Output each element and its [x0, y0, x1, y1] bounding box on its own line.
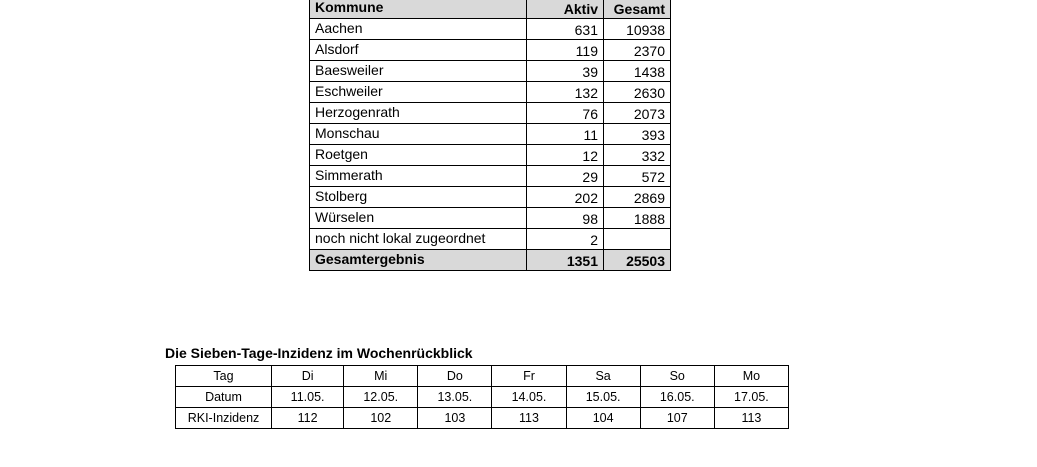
gesamt-cell: 1888 [604, 208, 671, 229]
incidence-cell: 103 [418, 408, 492, 429]
total-row [310, 250, 671, 271]
incidence-row [176, 366, 789, 387]
table-header-row [310, 0, 671, 19]
column-header: Gesamt [604, 0, 671, 19]
incidence-cell: Sa [566, 366, 640, 387]
kommune-cell: Aachen [310, 19, 527, 40]
table-row [310, 40, 671, 61]
gesamt-cell: 572 [604, 166, 671, 187]
kommune-cell: Simmerath [310, 166, 527, 187]
kommunen-table [309, 0, 671, 271]
incidence-cell: Do [418, 366, 492, 387]
gesamt-cell: 10938 [604, 19, 671, 40]
row-label: Datum [176, 387, 272, 408]
total-gesamt: 25503 [604, 250, 671, 271]
incidence-cell: Fr [492, 366, 566, 387]
incidence-cell: 113 [714, 408, 788, 429]
gesamt-cell: 332 [604, 145, 671, 166]
aktiv-cell: 119 [527, 40, 604, 61]
column-header: Aktiv [527, 0, 604, 19]
incidence-cell: 102 [344, 408, 418, 429]
incidence-cell: 12.05. [344, 387, 418, 408]
kommune-cell: Alsdorf [310, 40, 527, 61]
aktiv-cell: 132 [527, 82, 604, 103]
incidence-cell: Di [272, 366, 344, 387]
gesamt-cell [604, 229, 671, 250]
total-label: Gesamtergebnis [310, 250, 527, 271]
table-row [310, 229, 671, 250]
incidence-cell: 14.05. [492, 387, 566, 408]
row-label: Tag [176, 366, 272, 387]
incidence-cell: 107 [640, 408, 714, 429]
table-row [310, 208, 671, 229]
aktiv-cell: 39 [527, 61, 604, 82]
aktiv-cell: 12 [527, 145, 604, 166]
incidence-cell: 17.05. [714, 387, 788, 408]
row-label: RKI-Inzidenz [176, 408, 272, 429]
kommune-cell: Eschweiler [310, 82, 527, 103]
table-row [310, 82, 671, 103]
aktiv-cell: 202 [527, 187, 604, 208]
aktiv-cell: 631 [527, 19, 604, 40]
gesamt-cell: 393 [604, 124, 671, 145]
gesamt-cell: 2370 [604, 40, 671, 61]
incidence-cell: 15.05. [566, 387, 640, 408]
incidence-cell: Mi [344, 366, 418, 387]
aktiv-cell: 29 [527, 166, 604, 187]
incidence-cell: 113 [492, 408, 566, 429]
column-header: Kommune [310, 0, 527, 19]
table-row [310, 103, 671, 124]
gesamt-cell: 2073 [604, 103, 671, 124]
total-aktiv: 1351 [527, 250, 604, 271]
table-row [310, 145, 671, 166]
kommune-cell: Würselen [310, 208, 527, 229]
table-row [310, 61, 671, 82]
table-row [310, 124, 671, 145]
aktiv-cell: 2 [527, 229, 604, 250]
table-row [310, 19, 671, 40]
incidence-title: Die Sieben-Tage-Inzidenz im Wochenrückblick [165, 345, 473, 361]
kommune-cell: Roetgen [310, 145, 527, 166]
incidence-cell: 104 [566, 408, 640, 429]
kommune-cell: Baesweiler [310, 61, 527, 82]
incidence-cell: 13.05. [418, 387, 492, 408]
aktiv-cell: 76 [527, 103, 604, 124]
aktiv-cell: 98 [527, 208, 604, 229]
table-row [310, 166, 671, 187]
gesamt-cell: 1438 [604, 61, 671, 82]
incidence-cell: 16.05. [640, 387, 714, 408]
incidence-cell: 11.05. [272, 387, 344, 408]
incidence-row [176, 387, 789, 408]
incidence-row [176, 408, 789, 429]
incidence-cell: So [640, 366, 714, 387]
table-row [310, 187, 671, 208]
incidence-table [175, 365, 789, 429]
aktiv-cell: 11 [527, 124, 604, 145]
incidence-cell: Mo [714, 366, 788, 387]
kommune-cell: Monschau [310, 124, 527, 145]
gesamt-cell: 2630 [604, 82, 671, 103]
gesamt-cell: 2869 [604, 187, 671, 208]
kommune-cell: Stolberg [310, 187, 527, 208]
kommune-cell: noch nicht lokal zugeordnet [310, 229, 527, 250]
kommune-cell: Herzogenrath [310, 103, 527, 124]
incidence-cell: 112 [272, 408, 344, 429]
